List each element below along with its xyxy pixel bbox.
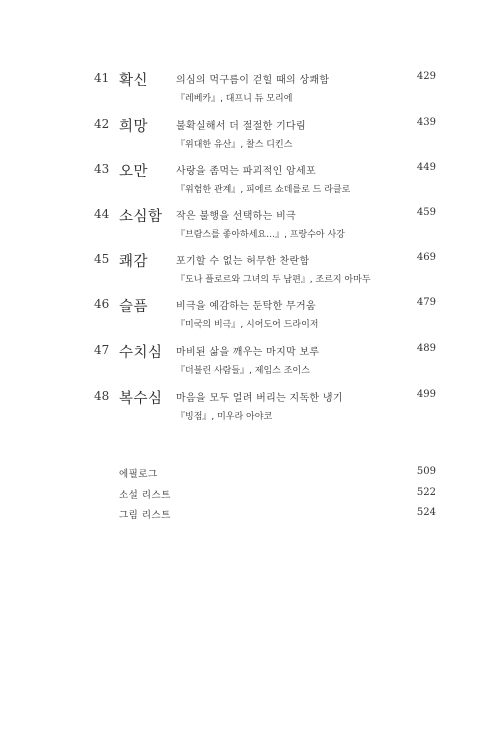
chapter-title: 슬픔: [119, 299, 149, 315]
chapter-number: 46: [94, 297, 110, 311]
chapter-source: 『위험한 관계』, 피에르 쇼데를로 드 라클로: [176, 185, 351, 195]
chapter-page-number: 459: [416, 207, 436, 218]
toc-chapter-41: [0, 69, 500, 109]
chapter-description: 마비된 삶을 깨우는 마지막 보루: [176, 347, 320, 358]
chapter-description: 의심의 먹구름이 걷힐 때의 상쾌함: [176, 75, 330, 86]
appendix-title: 그림 리스트: [119, 510, 171, 521]
chapter-title: 복수심: [119, 391, 163, 407]
toc-appendix-novel-list: [0, 487, 500, 505]
appendix-page-number: 509: [416, 466, 436, 477]
chapter-number: 43: [94, 162, 110, 176]
chapter-description: 작은 불행을 선택하는 비극: [176, 211, 296, 222]
chapter-source: 『브람스를 좋아하세요…』, 프랑수아 사강: [176, 230, 345, 240]
toc-chapter-48: [0, 387, 500, 427]
chapter-title: 쾌감: [119, 254, 149, 270]
toc-chapter-47: [0, 341, 500, 381]
toc-appendix-epilogue: [0, 466, 500, 484]
toc-chapter-42: [0, 115, 500, 155]
chapter-number: 42: [94, 117, 110, 131]
chapter-description: 사랑을 좀먹는 파괴적인 암세포: [176, 166, 316, 177]
chapter-title: 오만: [119, 164, 149, 180]
chapter-source: 『더블린 사람들』, 제임스 조이스: [176, 366, 310, 376]
toc-chapter-46: [0, 295, 500, 335]
chapter-title: 소심함: [119, 209, 163, 225]
chapter-page-number: 439: [416, 117, 436, 128]
chapter-title: 수치심: [119, 345, 163, 361]
toc-appendix-painting-list: [0, 507, 500, 525]
chapter-source: 『레베카』, 대프니 듀 모리에: [176, 94, 293, 104]
chapter-page-number: 479: [416, 297, 436, 308]
chapter-page-number: 469: [416, 252, 436, 263]
chapter-source: 『도나 플로르와 그녀의 두 남편』, 조르지 아마두: [176, 275, 371, 285]
toc-chapter-43: [0, 160, 500, 200]
toc-chapter-44: [0, 205, 500, 245]
chapter-number: 45: [94, 252, 110, 266]
chapter-description: 불확실해서 더 절절한 기다림: [176, 121, 306, 132]
chapter-number: 41: [94, 71, 110, 85]
toc-chapter-45: [0, 250, 500, 290]
chapter-description: 마음을 모두 얼려 버리는 지독한 냉기: [176, 393, 343, 404]
chapter-page-number: 499: [416, 389, 436, 400]
chapter-description: 포기할 수 없는 허무한 찬란함: [176, 256, 310, 267]
chapter-title: 확신: [119, 73, 149, 89]
chapter-title: 희망: [119, 119, 149, 135]
chapter-page-number: 489: [416, 343, 436, 354]
appendix-page-number: 524: [416, 507, 436, 518]
chapter-page-number: 449: [416, 162, 436, 173]
appendix-title: 에필로그: [119, 469, 158, 480]
chapter-source: 『위대한 유산』, 찰스 디킨스: [176, 140, 293, 150]
appendix-page-number: 522: [416, 487, 436, 498]
chapter-number: 47: [94, 343, 110, 357]
chapter-source: 『미국의 비극』, 시어도어 드라이저: [176, 320, 319, 330]
chapter-number: 48: [94, 389, 110, 403]
chapter-source: 『빙점』, 미우라 아야코: [176, 412, 273, 422]
chapter-number: 44: [94, 207, 110, 221]
chapter-description: 비극을 예감하는 둔탁한 무거움: [176, 301, 316, 312]
chapter-page-number: 429: [416, 71, 436, 82]
appendix-title: 소설 리스트: [119, 490, 171, 501]
